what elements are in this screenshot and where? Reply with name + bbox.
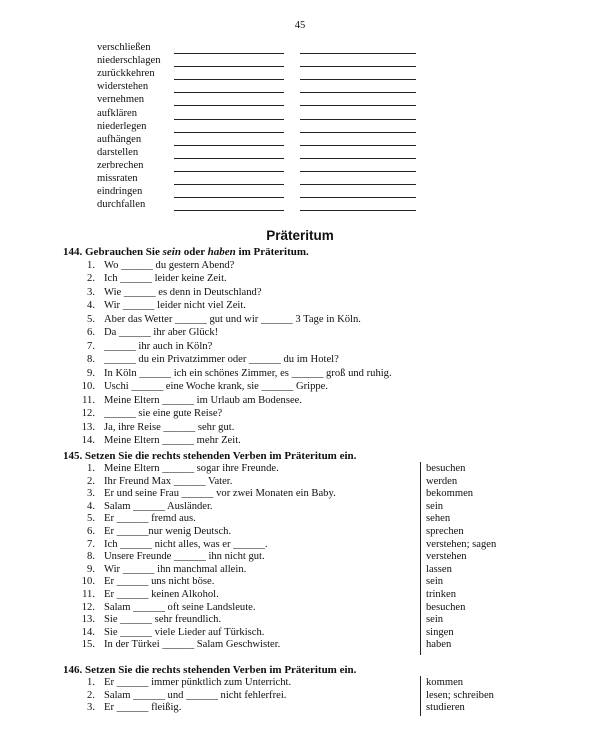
item-number: 11. [82,394,95,406]
answer-line[interactable] [300,210,416,211]
item-number: 4. [87,500,95,512]
verb-list-item: aufhängen [97,133,142,145]
answer-line[interactable] [174,79,284,80]
verb-list-item: missraten [97,173,138,184]
item-number: 14. [81,435,95,446]
item-number: 9. [87,367,95,379]
item-number: 5. [87,513,95,525]
exercise-sentence[interactable]: Er und seine Frau ______ vor zwei Monaten ein Baby. [104,488,336,500]
infinitive-verb: verstehen; sagen [426,538,497,550]
item-number: 8. [87,354,95,365]
answer-line[interactable] [300,119,416,120]
exercise-sentence[interactable]: Meine Eltern ______ im Urlaub am Bodensee. [104,394,302,406]
answer-line[interactable] [174,92,284,93]
verb-list-item: eindringen [97,186,143,198]
verb-list-item: niederschlagen [97,55,161,67]
exercise-sentence[interactable]: Aber das Wetter ______ gut und wir ______ 3 Tage in Köln. [104,313,361,325]
infinitive-verb: verstehen [426,551,467,563]
answer-line[interactable] [300,53,416,54]
verb-list-item: zerbrechen [97,159,144,171]
item-number: 2. [87,689,95,701]
item-number: 1. [87,677,95,688]
infinitive-verb: singen [426,626,454,638]
answer-line[interactable] [300,92,416,93]
exercise-sentence[interactable]: Salam ______ und ______ nicht fehlerfrei. [104,689,287,701]
exercise-sentence[interactable]: Er ______ immer pünktlich zum Unterricht. [104,677,292,688]
item-number: 10. [81,576,95,588]
item-number: 5. [87,313,95,325]
item-number: 3. [87,488,95,500]
verb-list-item: niederlegen [97,120,147,132]
exercise-sentence[interactable]: Wo ______ du gestern Abend? [104,259,235,271]
title-part: oder [180,246,208,258]
infinitive-verb: haben [426,639,452,651]
answer-line[interactable] [174,132,284,133]
exercise-sentence[interactable]: Er ______ keinen Alkohol. [104,589,219,600]
exercise-sentence[interactable]: Salam ______ Ausländer. [104,500,213,512]
exercise-144-title [63,246,309,258]
item-number: 7. [87,538,95,550]
answer-line[interactable] [174,158,284,159]
answer-line[interactable] [174,66,284,67]
infinitive-verb: besuchen [426,601,466,613]
answer-line[interactable] [174,171,284,172]
verb-column-divider [420,676,421,716]
verb-list-item: vernehmen [97,94,145,106]
section-heading: Präteritum [266,228,334,243]
verb-list-item: darstellen [97,146,139,158]
title-part: im Präteritum. [235,246,309,258]
answer-line[interactable] [300,171,416,172]
item-number: 1. [87,463,95,474]
exercise-sentence[interactable]: Salam ______ oft seine Landsleute. [104,601,256,613]
infinitive-verb: studieren [426,702,465,714]
infinitive-verb: werden [426,475,458,487]
item-number: 2. [87,475,95,487]
verb-list-item: durchfallen [97,199,146,211]
exercise-sentence[interactable]: ______ ihr auch in Köln? [104,340,213,352]
item-number: 3. [87,702,95,714]
exercise-sentence[interactable]: Ich ______ nicht alles, was er ______. [104,538,268,550]
exercise-sentence[interactable]: Er ______ uns nicht böse. [104,576,215,588]
exercise-sentence[interactable]: ______ du ein Privatzimmer oder ______ du im Hotel? [104,354,339,365]
infinitive-verb: sein [426,614,444,626]
infinitive-verb: kommen [426,677,464,688]
exercise-sentence[interactable]: Ihr Freund Max ______ Vater. [104,475,233,487]
answer-line[interactable] [300,66,416,67]
answer-line[interactable] [300,197,416,198]
item-number: 9. [87,563,95,575]
verb-list-item: verschließen [97,42,151,53]
exercise-sentence[interactable]: Er ______ fremd aus. [104,513,196,525]
exercise-sentence[interactable]: Uschi ______ eine Woche krank, sie ______ Grippe. [104,381,329,392]
verb-column-divider [420,462,421,655]
infinitive-verb: sprechen [426,526,464,537]
answer-line[interactable] [300,145,416,146]
answer-line[interactable] [174,119,284,120]
item-number: 8. [87,551,95,563]
item-number: 14. [81,626,95,638]
exercise-145-title: 145. Setzen Sie die rechts stehenden Verben im Präteritum ein. [63,450,357,462]
exercise-sentence[interactable]: Er ______ fleißig. [104,702,182,714]
item-number: 11. [82,589,95,600]
answer-line[interactable] [300,79,416,80]
infinitive-verb: trinken [426,589,457,600]
exercise-sentence[interactable]: Sie ______ viele Lieder auf Türkisch. [104,626,265,638]
exercise-sentence[interactable]: Sie ______ sehr freundlich. [104,614,222,626]
infinitive-verb: sein [426,500,444,512]
infinitive-verb: lesen; schreiben [426,689,494,701]
infinitive-verb: sehen [426,513,451,525]
item-number: 6. [87,327,95,338]
exercise-sentence[interactable]: Meine Eltern ______ mehr Zeit. [104,435,241,446]
title-emphasis-sein: sein [162,246,181,258]
item-number: 10. [81,381,95,392]
item-number: 12. [81,408,95,419]
answer-line[interactable] [174,184,284,185]
exercise-number: 144. [63,246,83,258]
exercise-sentence[interactable]: Wir ______ leider nicht viel Zeit. [104,300,246,311]
page-number: 45 [294,20,306,31]
item-number: 13. [81,421,95,433]
infinitive-verb: lassen [426,563,452,575]
exercise-sentence[interactable]: Unsere Freunde ______ ihn nicht gut. [104,551,265,563]
title-part: Gebrauchen Sie [85,246,163,258]
item-number: 15. [81,639,95,651]
verb-list-item: zurückkehren [97,68,155,80]
exercise-sentence[interactable]: Wir ______ ihn manchmal allein. [104,563,247,575]
exercise-sentence[interactable]: Meine Eltern ______ sogar ihre Freunde. [104,463,279,474]
item-number: 2. [87,273,95,284]
answer-line[interactable] [174,53,284,54]
answer-line[interactable] [174,197,284,198]
item-number: 3. [87,286,95,298]
item-number: 1. [87,259,95,271]
verb-list-item: widerstehen [97,81,149,93]
item-number: 7. [87,340,95,352]
answer-line[interactable] [300,184,416,185]
item-number: 4. [87,300,95,311]
verb-list-item: aufklären [97,107,137,119]
answer-line[interactable] [174,145,284,146]
exercise-sentence[interactable]: Da ______ ihr aber Glück! [104,327,219,338]
answer-line[interactable] [174,105,284,106]
answer-line[interactable] [300,132,416,133]
item-number: 12. [81,601,95,613]
title-emphasis-haben: haben [207,246,236,258]
answer-line[interactable] [300,105,416,106]
infinitive-verb: bekommen [426,488,474,500]
exercise-146-title: 146. Setzen Sie die rechts stehenden Verben im Präteritum ein. [63,664,357,676]
infinitive-verb: besuchen [426,463,466,474]
answer-line[interactable] [174,210,284,211]
exercise-sentence[interactable]: In Köln ______ ich ein schönes Zimmer, es ______ groß und ruhig. [104,367,392,379]
item-number: 6. [87,526,95,537]
exercise-sentence[interactable]: Wie ______ es denn in Deutschland? [104,286,262,298]
exercise-sentence[interactable]: Ja, ihre Reise ______ sehr gut. [104,421,235,433]
infinitive-verb: sein [426,576,444,588]
answer-line[interactable] [300,158,416,159]
item-number: 13. [81,614,95,626]
exercise-sentence[interactable]: ______ sie eine gute Reise? [104,408,223,419]
exercise-sentence[interactable]: Ich ______ leider keine Zeit. [104,273,227,284]
exercise-sentence[interactable]: In der Türkei ______ Salam Geschwister. [104,639,281,651]
exercise-sentence[interactable]: Er ______nur wenig Deutsch. [104,526,232,537]
